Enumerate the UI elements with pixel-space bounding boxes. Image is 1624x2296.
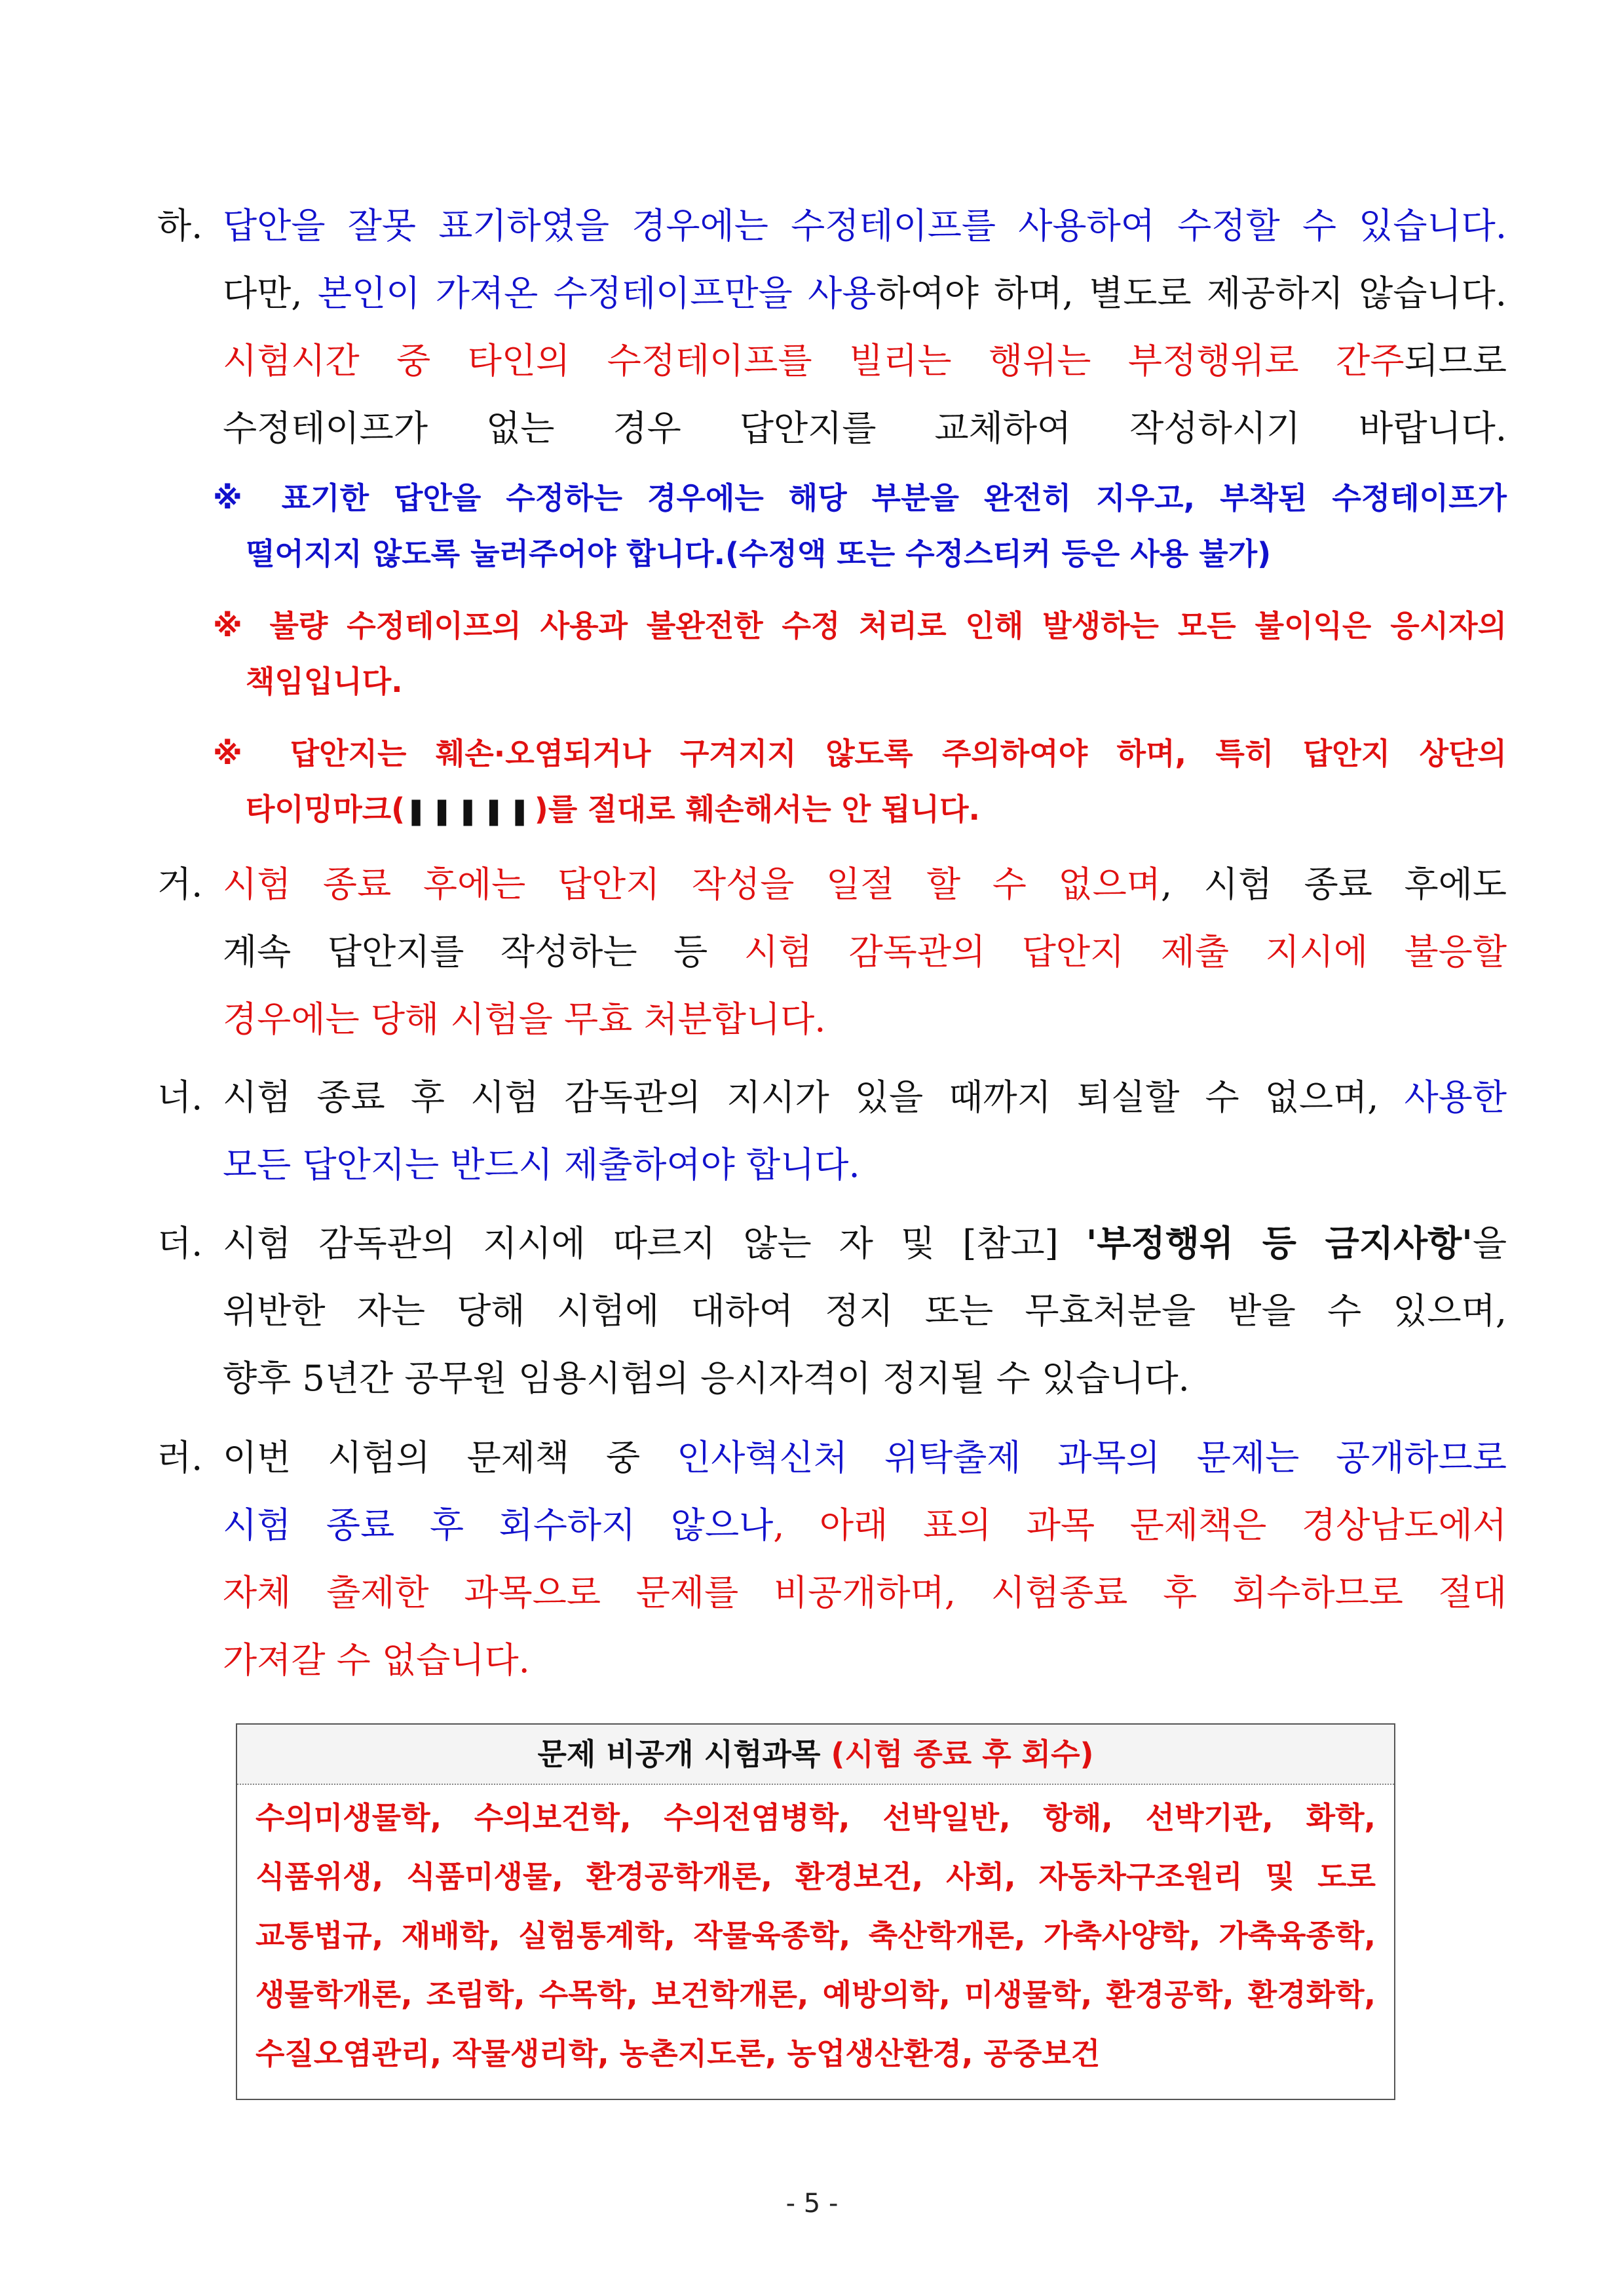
section-geo-line-2: 계속 답안지를 작성하는 등 시험 감독관의 답안지 제출 지시에 불응할 [223,931,1507,972]
section-ha-line-3: 시험시간 중 타인의 수정테이프를 빌리는 행위는 부정행위로 간주되므로 [223,340,1507,381]
timing-mark-icon: ❚❚❚❚❚ [405,796,535,826]
section-deo-line-2: 위반한 자는 당해 시험에 대하여 정지 또는 무효처분을 받을 수 있으며, [223,1290,1507,1331]
note-1-line-1: ※ 표기한 답안을 수정하는 경우에는 해당 부분을 완전히 지우고, 부착된 수정테이프가 [213,480,1507,516]
section-deo-line-3: 향후 5년간 공무원 임용시험의 응시자격이 정지될 수 있습니다. [223,1358,1190,1399]
table-row: 수질오염관리, 작물생리학, 농촌지도론, 농업생산환경, 공중보건 [255,2036,1101,2071]
table-row: 생물학개론, 조림학, 수목학, 보건학개론, 예방의학, 미생물학, 환경공학, 환경화학, [255,1977,1376,2012]
section-geo-line-1: 시험 종료 후에는 답안지 작성을 일절 할 수 없으며, 시험 종료 후에도 [223,864,1507,905]
table-row: 식품위생, 식품미생물, 환경공학개론, 환경보건, 사회, 자동차구조원리 및 도로 [255,1859,1376,1894]
section-reo-line-2: 시험 종료 후 회수하지 않으나, 아래 표의 과목 문제책은 경상남도에서 [223,1504,1507,1546]
non-public-subjects-table [236,1723,1395,2100]
note-2-line-2: 책임입니다. [246,664,403,699]
table-header: 문제 비공개 시험과목 (시험 종료 후 회수) [237,1725,1394,1785]
section-reo-line-1: 이번 시험의 문제책 중 인사혁신처 위탁출제 과목의 문제는 공개하므로 [223,1437,1507,1478]
note-2-line-1: ※ 불량 수정테이프의 사용과 불완전한 수정 처리로 인해 발생하는 모든 불이익은 응시자의 [213,608,1507,643]
section-reo-line-3: 자체 출제한 과목으로 문제를 비공개하며, 시험종료 후 회수하므로 절대 [223,1572,1507,1613]
section-ha-line-4: 수정테이프가 없는 경우 답안지를 교체하여 작성하시기 바랍니다. [223,408,1507,449]
note-3-line-1: ※ 답안지는 훼손·오염되거나 구겨지지 않도록 주의하여야 하며, 특히 답안지 상단의 [213,736,1507,771]
section-geo-line-3: 경우에는 당해 시험을 무효 처분합니다. [223,999,826,1040]
section-marker: 너. [157,1077,203,1118]
page-number: - 5 - [785,2189,839,2219]
note-1-line-2: 떨어지지 않도록 눌러주어야 합니다.(수정액 또는 수정스티커 등은 사용 불가) [246,536,1272,571]
section-neo-line-1: 시험 종료 후 시험 감독관의 지시가 있을 때까지 퇴실할 수 없으며, 사용한 [223,1077,1507,1118]
section-marker: 하. [157,205,203,246]
section-marker: 러. [157,1437,203,1478]
section-ha-line-2: 다만, 본인이 가져온 수정테이프만을 사용하여야 하며, 별도로 제공하지 않습니다. [223,273,1507,314]
section-ha-line-1-text: 답안을 잘못 표기하였을 경우에는 수정테이프를 사용하여 수정할 수 있습니다. [223,205,1507,246]
section-reo-line-4: 가져갈 수 없습니다. [223,1639,530,1681]
section-neo-line-2: 모든 답안지는 반드시 제출하여야 합니다. [223,1144,860,1185]
table-row: 교통법규, 재배학, 실험통계학, 작물육종학, 축산학개론, 가축사양학, 가축육종학, [255,1918,1376,1953]
section-deo-line-1: 시험 감독관의 지시에 따르지 않는 자 및 [참고] '부정행위 등 금지사항'을 [223,1223,1507,1264]
section-marker: 더. [157,1223,203,1264]
note-3-line-2: 타이밍마크(❚❚❚❚❚)를 절대로 훼손해서는 안 됩니다. [246,783,1507,835]
section-marker: 거. [157,864,203,905]
table-row: 수의미생물학, 수의보건학, 수의전염병학, 선박일반, 항해, 선박기관, 화학, [255,1800,1376,1835]
